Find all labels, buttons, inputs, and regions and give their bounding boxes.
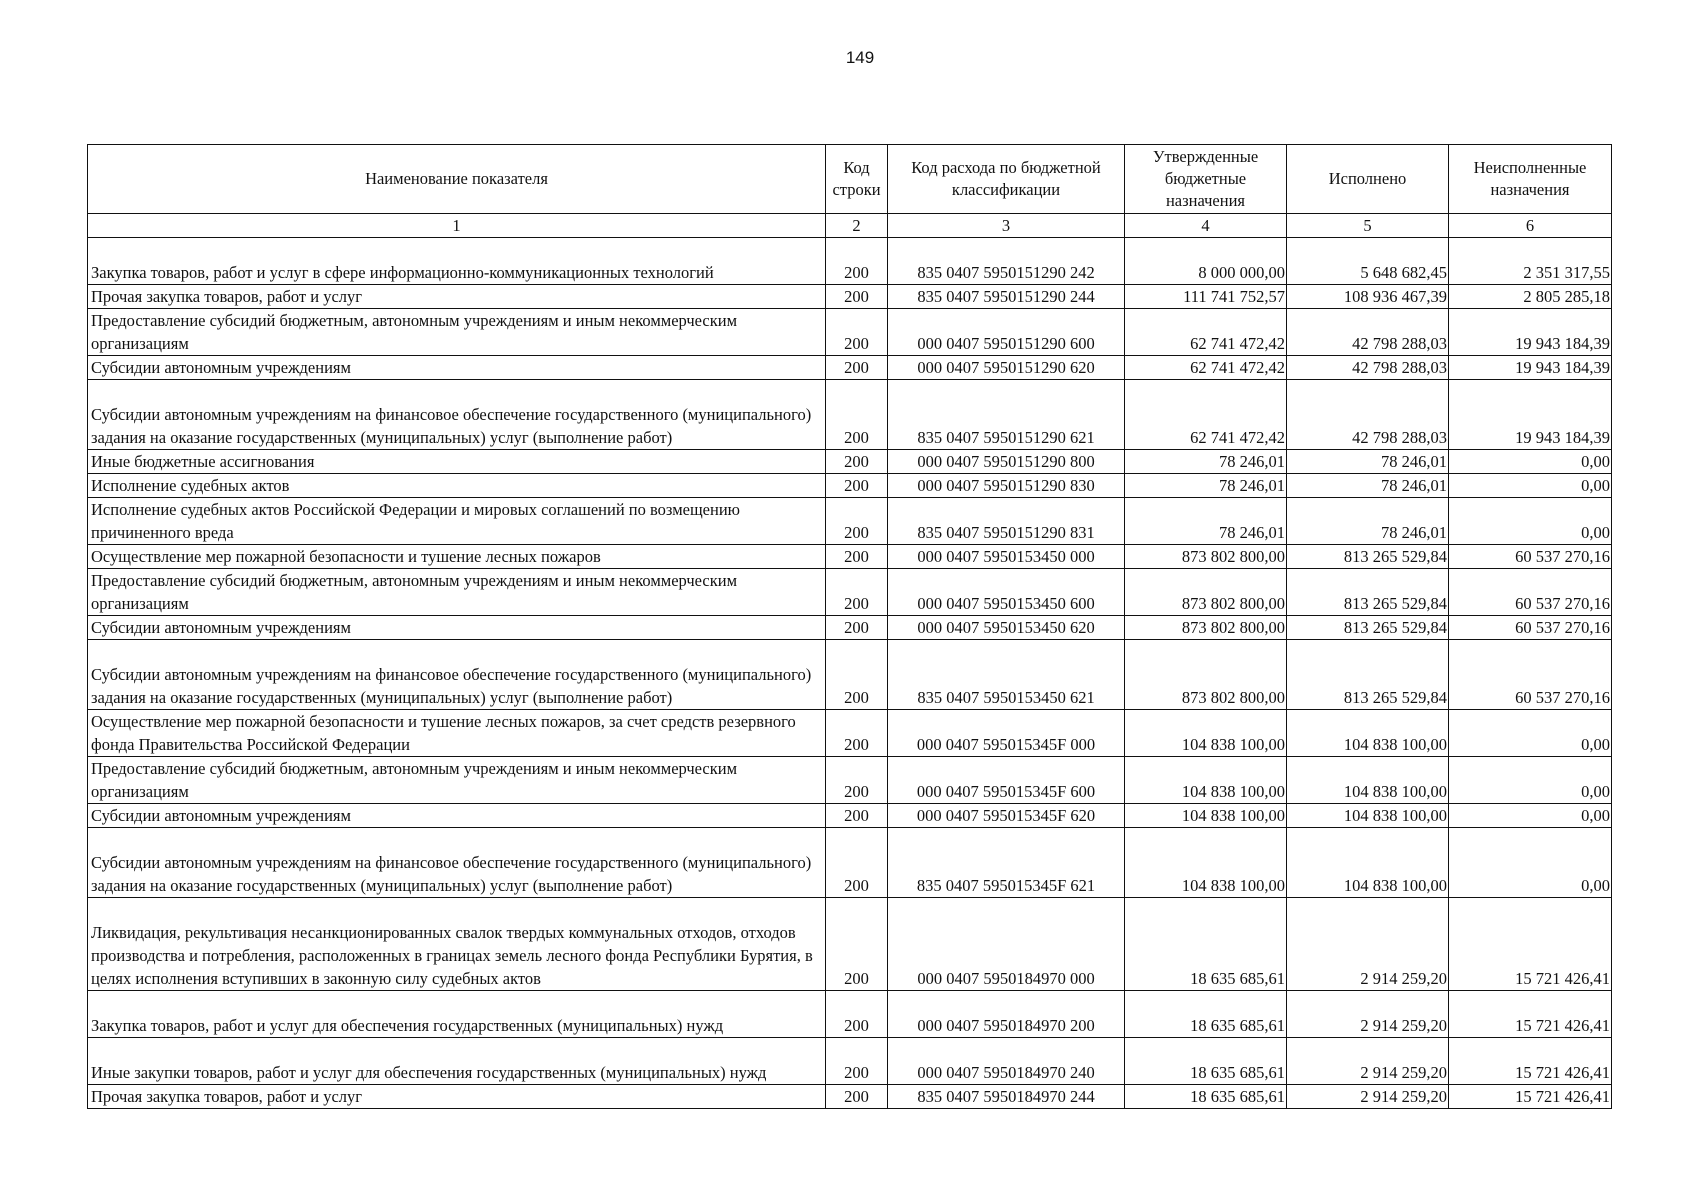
row-approved: 78 246,01 — [1125, 450, 1287, 474]
row-code: 200 — [826, 309, 888, 356]
row-approved: 18 635 685,61 — [1125, 898, 1287, 991]
row-name: Ликвидация, рекультивация несанкционированных свалок твердых коммунальных отходов, отходов производства и потребления, расположенных в границах земель лесного фонда Республики Бурятия, в целях исполнения вступивших в законную силу судебных актов — [88, 898, 826, 991]
row-executed: 78 246,01 — [1287, 474, 1449, 498]
row-classification: 000 0407 5950151290 800 — [888, 450, 1125, 474]
row-unexecuted: 0,00 — [1449, 828, 1612, 898]
row-name: Прочая закупка товаров, работ и услуг — [88, 285, 826, 309]
table-row — [88, 1085, 1612, 1109]
row-approved: 104 838 100,00 — [1125, 804, 1287, 828]
row-classification: 000 0407 595015345F 600 — [888, 757, 1125, 804]
header-classification: Код расхода по бюджетной классификации — [888, 145, 1125, 214]
row-unexecuted: 15 721 426,41 — [1449, 991, 1612, 1038]
header-name: Наименование показателя — [88, 145, 826, 214]
table-row — [88, 285, 1612, 309]
row-executed: 42 798 288,03 — [1287, 356, 1449, 380]
table-row — [88, 828, 1612, 898]
row-executed: 5 648 682,45 — [1287, 238, 1449, 285]
table-row — [88, 710, 1612, 757]
row-executed: 813 265 529,84 — [1287, 569, 1449, 616]
row-classification: 000 0407 5950153450 620 — [888, 616, 1125, 640]
column-number: 2 — [826, 214, 888, 238]
header-code: Код строки — [826, 145, 888, 214]
row-unexecuted: 2 805 285,18 — [1449, 285, 1612, 309]
row-executed: 2 914 259,20 — [1287, 1085, 1449, 1109]
row-code: 200 — [826, 474, 888, 498]
row-code: 200 — [826, 828, 888, 898]
row-classification: 835 0407 5950153450 621 — [888, 640, 1125, 710]
row-name: Закупка товаров, работ и услуг для обеспечения государственных (муниципальных) нужд — [88, 991, 826, 1038]
row-unexecuted: 19 943 184,39 — [1449, 309, 1612, 356]
row-approved: 104 838 100,00 — [1125, 710, 1287, 757]
row-approved: 111 741 752,57 — [1125, 285, 1287, 309]
row-classification: 835 0407 595015345F 621 — [888, 828, 1125, 898]
row-approved: 873 802 800,00 — [1125, 616, 1287, 640]
table-row — [88, 991, 1612, 1038]
table-row — [88, 238, 1612, 285]
row-approved: 78 246,01 — [1125, 498, 1287, 545]
row-code: 200 — [826, 238, 888, 285]
row-approved: 873 802 800,00 — [1125, 545, 1287, 569]
row-code: 200 — [826, 569, 888, 616]
row-classification: 000 0407 5950153450 600 — [888, 569, 1125, 616]
row-code: 200 — [826, 380, 888, 450]
header-executed: Исполнено — [1287, 145, 1449, 214]
row-name: Иные бюджетные ассигнования — [88, 450, 826, 474]
budget-execution-table — [87, 144, 1612, 1109]
row-code: 200 — [826, 1085, 888, 1109]
row-name: Прочая закупка товаров, работ и услуг — [88, 1085, 826, 1109]
row-approved: 78 246,01 — [1125, 474, 1287, 498]
row-code: 200 — [826, 898, 888, 991]
row-classification: 835 0407 5950151290 831 — [888, 498, 1125, 545]
row-code: 200 — [826, 991, 888, 1038]
column-number: 1 — [88, 214, 826, 238]
table-row — [88, 804, 1612, 828]
row-name: Исполнение судебных актов — [88, 474, 826, 498]
row-unexecuted: 15 721 426,41 — [1449, 1038, 1612, 1085]
row-unexecuted: 0,00 — [1449, 498, 1612, 545]
row-unexecuted: 0,00 — [1449, 804, 1612, 828]
table-row — [88, 898, 1612, 991]
row-code: 200 — [826, 545, 888, 569]
table-row — [88, 757, 1612, 804]
row-name: Осуществление мер пожарной безопасности и тушение лесных пожаров, за счет средств резервного фонда Правительства Российской Федерации — [88, 710, 826, 757]
row-classification: 000 0407 595015345F 620 — [888, 804, 1125, 828]
row-approved: 62 741 472,42 — [1125, 356, 1287, 380]
row-classification: 000 0407 5950151290 600 — [888, 309, 1125, 356]
row-approved: 18 635 685,61 — [1125, 991, 1287, 1038]
row-classification: 000 0407 5950153450 000 — [888, 545, 1125, 569]
page-number: 149 — [845, 48, 875, 67]
column-number: 4 — [1125, 214, 1287, 238]
row-unexecuted: 0,00 — [1449, 757, 1612, 804]
row-executed: 42 798 288,03 — [1287, 309, 1449, 356]
row-approved: 62 741 472,42 — [1125, 380, 1287, 450]
row-unexecuted: 60 537 270,16 — [1449, 616, 1612, 640]
table-row — [88, 380, 1612, 450]
row-approved: 8 000 000,00 — [1125, 238, 1287, 285]
header-unexecuted: Неисполненные назначения — [1449, 145, 1612, 214]
table-row — [88, 474, 1612, 498]
row-executed: 813 265 529,84 — [1287, 640, 1449, 710]
row-classification: 835 0407 5950184970 244 — [888, 1085, 1125, 1109]
row-name: Субсидии автономным учреждениям на финансовое обеспечение государственного (муниципального) задания на оказание государственных (муниципальных) услуг (выполнение работ) — [88, 380, 826, 450]
row-unexecuted: 19 943 184,39 — [1449, 380, 1612, 450]
row-name: Предоставление субсидий бюджетным, автономным учреждениям и иным некоммерческим организациям — [88, 309, 826, 356]
row-code: 200 — [826, 285, 888, 309]
row-unexecuted: 15 721 426,41 — [1449, 898, 1612, 991]
column-number: 3 — [888, 214, 1125, 238]
row-unexecuted: 0,00 — [1449, 450, 1612, 474]
row-name: Закупка товаров, работ и услуг в сфере информационно-коммуникационных технологий — [88, 238, 826, 285]
row-executed: 2 914 259,20 — [1287, 991, 1449, 1038]
column-number-row — [88, 214, 1612, 238]
row-approved: 873 802 800,00 — [1125, 640, 1287, 710]
row-approved: 873 802 800,00 — [1125, 569, 1287, 616]
table-row — [88, 545, 1612, 569]
row-executed: 813 265 529,84 — [1287, 545, 1449, 569]
row-code: 200 — [826, 640, 888, 710]
row-classification: 000 0407 5950184970 200 — [888, 991, 1125, 1038]
row-executed: 42 798 288,03 — [1287, 380, 1449, 450]
row-code: 200 — [826, 498, 888, 545]
row-name: Субсидии автономным учреждениям — [88, 804, 826, 828]
table-row — [88, 450, 1612, 474]
table-header-row — [88, 145, 1612, 214]
row-name: Исполнение судебных актов Российской Федерации и мировых соглашений по возмещению причиненного вреда — [88, 498, 826, 545]
row-classification: 000 0407 595015345F 000 — [888, 710, 1125, 757]
table-row — [88, 498, 1612, 545]
row-unexecuted: 60 537 270,16 — [1449, 569, 1612, 616]
row-classification: 000 0407 5950184970 240 — [888, 1038, 1125, 1085]
row-name: Осуществление мер пожарной безопасности и тушение лесных пожаров — [88, 545, 826, 569]
row-executed: 104 838 100,00 — [1287, 710, 1449, 757]
row-classification: 000 0407 5950151290 620 — [888, 356, 1125, 380]
row-classification: 000 0407 5950184970 000 — [888, 898, 1125, 991]
row-code: 200 — [826, 1038, 888, 1085]
row-code: 200 — [826, 804, 888, 828]
row-name: Предоставление субсидий бюджетным, автономным учреждениям и иным некоммерческим организациям — [88, 757, 826, 804]
row-unexecuted: 19 943 184,39 — [1449, 356, 1612, 380]
table-row — [88, 356, 1612, 380]
row-unexecuted: 0,00 — [1449, 474, 1612, 498]
row-executed: 108 936 467,39 — [1287, 285, 1449, 309]
row-classification: 835 0407 5950151290 621 — [888, 380, 1125, 450]
row-executed: 2 914 259,20 — [1287, 1038, 1449, 1085]
table-row — [88, 309, 1612, 356]
row-executed: 78 246,01 — [1287, 450, 1449, 474]
row-name: Субсидии автономным учреждениям на финансовое обеспечение государственного (муниципального) задания на оказание государственных (муниципальных) услуг (выполнение работ) — [88, 640, 826, 710]
row-classification: 000 0407 5950151290 830 — [888, 474, 1125, 498]
row-approved: 18 635 685,61 — [1125, 1038, 1287, 1085]
row-classification: 835 0407 5950151290 244 — [888, 285, 1125, 309]
row-approved: 104 838 100,00 — [1125, 757, 1287, 804]
row-executed: 104 838 100,00 — [1287, 804, 1449, 828]
header-approved: Утвержденные бюджетные назначения — [1125, 145, 1287, 214]
row-unexecuted: 2 351 317,55 — [1449, 238, 1612, 285]
row-name: Субсидии автономным учреждениям — [88, 356, 826, 380]
row-classification: 835 0407 5950151290 242 — [888, 238, 1125, 285]
row-approved: 104 838 100,00 — [1125, 828, 1287, 898]
row-unexecuted: 15 721 426,41 — [1449, 1085, 1612, 1109]
row-code: 200 — [826, 710, 888, 757]
row-executed: 2 914 259,20 — [1287, 898, 1449, 991]
row-code: 200 — [826, 616, 888, 640]
row-name: Субсидии автономным учреждениям на финансовое обеспечение государственного (муниципального) задания на оказание государственных (муниципальных) услуг (выполнение работ) — [88, 828, 826, 898]
row-name: Предоставление субсидий бюджетным, автономным учреждениям и иным некоммерческим организациям — [88, 569, 826, 616]
row-executed: 78 246,01 — [1287, 498, 1449, 545]
row-approved: 62 741 472,42 — [1125, 309, 1287, 356]
row-name: Субсидии автономным учреждениям — [88, 616, 826, 640]
row-unexecuted: 60 537 270,16 — [1449, 640, 1612, 710]
table-row — [88, 569, 1612, 616]
table-row — [88, 1038, 1612, 1085]
row-name: Иные закупки товаров, работ и услуг для обеспечения государственных (муниципальных) нужд — [88, 1038, 826, 1085]
row-unexecuted: 0,00 — [1449, 710, 1612, 757]
table-row — [88, 640, 1612, 710]
row-approved: 18 635 685,61 — [1125, 1085, 1287, 1109]
row-code: 200 — [826, 450, 888, 474]
row-executed: 104 838 100,00 — [1287, 828, 1449, 898]
row-executed: 813 265 529,84 — [1287, 616, 1449, 640]
row-unexecuted: 60 537 270,16 — [1449, 545, 1612, 569]
column-number: 5 — [1287, 214, 1449, 238]
row-code: 200 — [826, 356, 888, 380]
table-row — [88, 616, 1612, 640]
row-code: 200 — [826, 757, 888, 804]
column-number: 6 — [1449, 214, 1612, 238]
row-executed: 104 838 100,00 — [1287, 757, 1449, 804]
